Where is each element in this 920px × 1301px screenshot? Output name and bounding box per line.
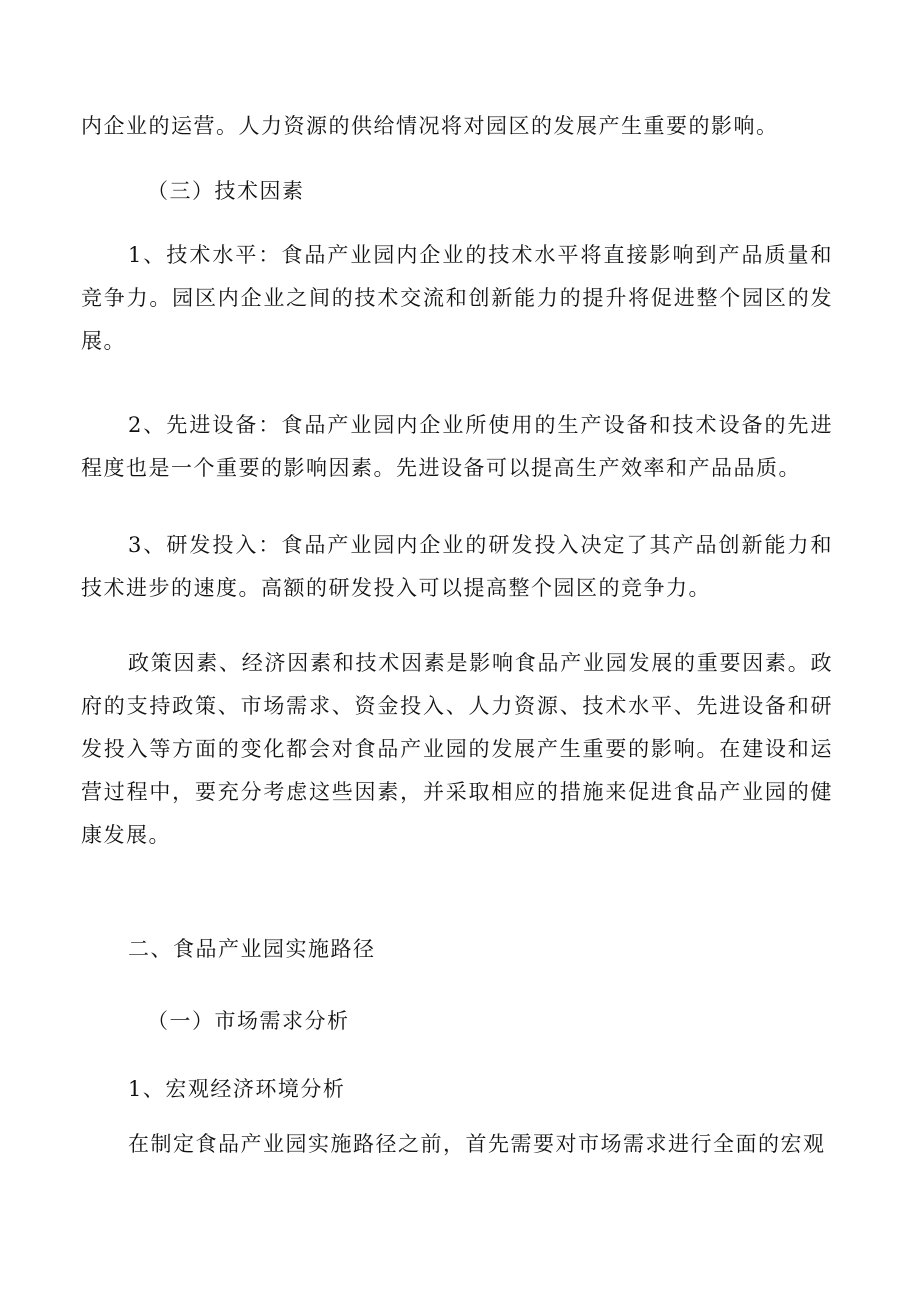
paragraph-summary: 政策因素、经济因素和技术因素是影响食品产业园发展的重要因素。政府的支持政策、市场需求、资金投入、人力资源、技术水平、先进设备和研发投入等方面的变化都会对食品产业园的发展产生重要的影响。在建设和运营过程中，要充分考虑这些因素，并采取相应的措施来促进食品产业园的健康发展。 bbox=[81, 651, 833, 847]
chapter-heading-implementation-path: 二、食品产业园实施路径 bbox=[128, 937, 376, 961]
paragraph-intro: 在制定食品产业园实施路径之前，首先需要对市场需求进行全面的宏观 bbox=[128, 1132, 826, 1156]
subsection-heading-macro-economy: 1、宏观经济环境分析 bbox=[128, 1077, 346, 1101]
section-heading-tech-factors: （三）技术因素 bbox=[147, 179, 305, 203]
section-heading-market-demand: （一）市场需求分析 bbox=[147, 1009, 350, 1033]
paragraph-tech-level: 1、技术水平：食品产业园内企业的技术水平将直接影响到产品质量和竞争力。园区内企业之间的技术交流和创新能力的提升将促进整个园区的发展。 bbox=[81, 243, 833, 353]
paragraph-continuation: 内企业的运营。人力资源的供给情况将对园区的发展产生重要的影响。 bbox=[81, 114, 779, 138]
paragraph-advanced-equipment: 2、先进设备：食品产业园内企业所使用的生产设备和技术设备的先进程度也是一个重要的影响因素。先进设备可以提高生产效率和产品品质。 bbox=[81, 413, 833, 480]
paragraph-rnd-investment: 3、研发投入：食品产业园内企业的研发投入决定了其产品创新能力和技术进步的速度。高额的研发投入可以提高整个园区的竞争力。 bbox=[81, 533, 833, 600]
